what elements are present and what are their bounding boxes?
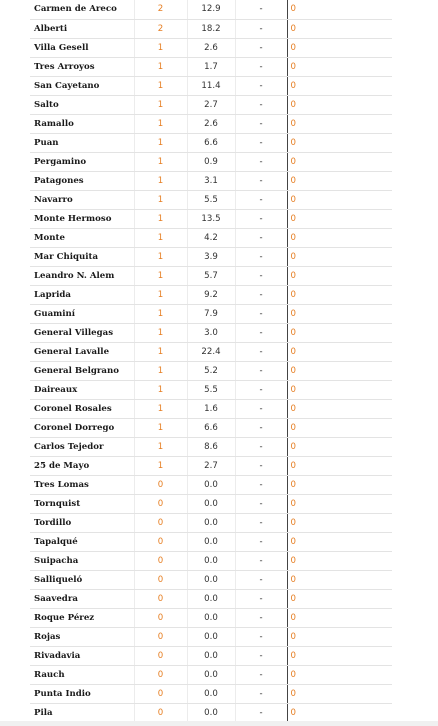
last-value: 0 [287,342,392,361]
cases-count: 1 [134,95,187,114]
dash-value: - [235,57,287,76]
last-value: 0 [287,684,392,703]
table-row [30,551,392,570]
dash-value: - [235,513,287,532]
table-row [30,589,392,608]
last-value: 0 [287,304,392,323]
cases-count: 1 [134,114,187,133]
municipality-name: General Villegas [30,323,134,342]
last-value: 0 [287,608,392,627]
last-value: 0 [287,399,392,418]
dash-value: - [235,247,287,266]
last-value: 0 [287,76,392,95]
municipality-name: General Belgrano [30,361,134,380]
table-row [30,684,392,703]
municipality-name: Salliqueló [30,570,134,589]
municipality-name: Tres Lomas [30,475,134,494]
table-row [30,57,392,76]
rate-value: 1.7 [187,57,235,76]
table-row [30,304,392,323]
rate-value: 5.5 [187,190,235,209]
last-value: 0 [287,418,392,437]
cases-count: 0 [134,646,187,665]
cases-count: 1 [134,171,187,190]
cases-count: 1 [134,380,187,399]
rate-value: 4.2 [187,228,235,247]
rate-value: 0.0 [187,627,235,646]
dash-value: - [235,76,287,95]
cases-count: 1 [134,133,187,152]
rate-value: 0.9 [187,152,235,171]
table-row [30,209,392,228]
bottom-strip [0,721,438,726]
dash-value: - [235,38,287,57]
last-value: 0 [287,133,392,152]
dash-value: - [235,342,287,361]
municipality-name: Navarro [30,190,134,209]
municipality-name: Tordillo [30,513,134,532]
municipality-name: Daireaux [30,380,134,399]
last-value: 0 [287,171,392,190]
municipality-name: Mar Chiquita [30,247,134,266]
rate-value: 3.9 [187,247,235,266]
municipality-name: Rojas [30,627,134,646]
table-row [30,665,392,684]
cases-count: 0 [134,589,187,608]
rate-value: 11.4 [187,76,235,95]
rate-value: 0.0 [187,684,235,703]
table-row [30,437,392,456]
last-value: 0 [287,627,392,646]
last-value: 0 [287,228,392,247]
rate-value: 0.0 [187,570,235,589]
dash-value: - [235,323,287,342]
table-row [30,152,392,171]
table-row [30,38,392,57]
cases-count: 1 [134,266,187,285]
municipality-name: Suipacha [30,551,134,570]
municipality-name: Roque Pérez [30,608,134,627]
municipality-name: Tres Arroyos [30,57,134,76]
dash-value: - [235,589,287,608]
cases-count: 0 [134,475,187,494]
dash-value: - [235,0,287,19]
rate-value: 2.7 [187,95,235,114]
dash-value: - [235,532,287,551]
municipality-name: Tornquist [30,494,134,513]
cases-count: 2 [134,19,187,38]
table-row [30,627,392,646]
municipality-name: 25 de Mayo [30,456,134,475]
cases-count: 1 [134,342,187,361]
table-body [30,0,392,722]
municipality-name: Alberti [30,19,134,38]
table-row [30,399,392,418]
municipality-name: Monte [30,228,134,247]
cases-count: 1 [134,57,187,76]
cases-count: 1 [134,285,187,304]
dash-value: - [235,361,287,380]
municipality-name: Tapalqué [30,532,134,551]
dash-value: - [235,114,287,133]
cases-count: 0 [134,608,187,627]
last-value: 0 [287,114,392,133]
dash-value: - [235,551,287,570]
table-row [30,570,392,589]
rate-value: 5.2 [187,361,235,380]
municipality-name: Monte Hermoso [30,209,134,228]
table-row [30,342,392,361]
municipality-name: Coronel Dorrego [30,418,134,437]
table-row [30,361,392,380]
table-row [30,228,392,247]
dash-value: - [235,475,287,494]
municipality-name: Leandro N. Alem [30,266,134,285]
last-value: 0 [287,19,392,38]
cases-count: 0 [134,494,187,513]
last-value: 0 [287,494,392,513]
municipality-name: Carlos Tejedor [30,437,134,456]
rate-value: 3.0 [187,323,235,342]
municipality-name: Carmen de Areco [30,0,134,19]
rate-value: 0.0 [187,703,235,722]
cases-count: 1 [134,304,187,323]
dash-value: - [235,152,287,171]
dash-value: - [235,627,287,646]
dash-value: - [235,570,287,589]
municipality-name: Guaminí [30,304,134,323]
rate-value: 0.0 [187,532,235,551]
rate-value: 18.2 [187,19,235,38]
last-value: 0 [287,703,392,722]
rate-value: 0.0 [187,665,235,684]
dash-value: - [235,95,287,114]
last-value: 0 [287,0,392,19]
dash-value: - [235,228,287,247]
dash-value: - [235,665,287,684]
dash-value: - [235,608,287,627]
dash-value: - [235,684,287,703]
cases-count: 0 [134,513,187,532]
last-value: 0 [287,190,392,209]
municipality-name: Rivadavia [30,646,134,665]
table-row [30,266,392,285]
municipality-name: Villa Gesell [30,38,134,57]
rate-value: 12.9 [187,0,235,19]
table-row [30,646,392,665]
cases-count: 0 [134,703,187,722]
dash-value: - [235,646,287,665]
cases-count: 1 [134,209,187,228]
municipality-name: Ramallo [30,114,134,133]
dash-value: - [235,304,287,323]
table-row [30,475,392,494]
table-row [30,0,392,19]
municipality-name: Coronel Rosales [30,399,134,418]
last-value: 0 [287,152,392,171]
dash-value: - [235,399,287,418]
dash-value: - [235,494,287,513]
table-row [30,608,392,627]
cases-count: 1 [134,456,187,475]
table-row [30,323,392,342]
dash-value: - [235,209,287,228]
rate-value: 2.6 [187,114,235,133]
table-row [30,703,392,722]
cases-count: 0 [134,684,187,703]
cases-count: 1 [134,247,187,266]
table-row [30,95,392,114]
rate-value: 0.0 [187,646,235,665]
last-value: 0 [287,38,392,57]
table-row [30,532,392,551]
cases-count: 0 [134,627,187,646]
cases-count: 1 [134,399,187,418]
last-value: 0 [287,266,392,285]
municipality-name: Puan [30,133,134,152]
table-row [30,190,392,209]
cases-count: 1 [134,437,187,456]
dash-value: - [235,19,287,38]
last-value: 0 [287,456,392,475]
rate-value: 0.0 [187,475,235,494]
rate-value: 1.6 [187,399,235,418]
table-row [30,133,392,152]
table-row [30,19,392,38]
table-row [30,380,392,399]
rate-value: 5.5 [187,380,235,399]
rate-value: 6.6 [187,418,235,437]
last-value: 0 [287,247,392,266]
dash-value: - [235,285,287,304]
dash-value: - [235,171,287,190]
rate-value: 0.0 [187,513,235,532]
dash-value: - [235,266,287,285]
municipality-name: Salto [30,95,134,114]
cases-count: 1 [134,76,187,95]
cases-count: 1 [134,418,187,437]
last-value: 0 [287,380,392,399]
table-row [30,494,392,513]
last-value: 0 [287,437,392,456]
table-row [30,171,392,190]
table-row [30,76,392,95]
rate-value: 2.6 [187,38,235,57]
rate-value: 22.4 [187,342,235,361]
municipality-name: San Cayetano [30,76,134,95]
rate-value: 13.5 [187,209,235,228]
rate-value: 9.2 [187,285,235,304]
last-value: 0 [287,57,392,76]
dash-value: - [235,133,287,152]
dash-value: - [235,437,287,456]
last-value: 0 [287,361,392,380]
municipality-name: Punta Indio [30,684,134,703]
municipality-name: Pila [30,703,134,722]
last-value: 0 [287,513,392,532]
last-value: 0 [287,532,392,551]
rate-value: 2.7 [187,456,235,475]
dash-value: - [235,190,287,209]
municipality-name: Patagones [30,171,134,190]
last-value: 0 [287,551,392,570]
rate-value: 0.0 [187,608,235,627]
rate-value: 8.6 [187,437,235,456]
table-row [30,513,392,532]
rate-value: 5.7 [187,266,235,285]
last-value: 0 [287,665,392,684]
cases-count: 1 [134,190,187,209]
rate-value: 7.9 [187,304,235,323]
rate-value: 3.1 [187,171,235,190]
cases-count: 0 [134,570,187,589]
cases-count: 1 [134,152,187,171]
table-row [30,247,392,266]
cases-count: 0 [134,665,187,684]
rate-value: 0.0 [187,494,235,513]
table-row [30,418,392,437]
cases-count: 0 [134,532,187,551]
municipality-name: Saavedra [30,589,134,608]
cases-count: 1 [134,38,187,57]
last-value: 0 [287,285,392,304]
cases-count: 0 [134,551,187,570]
municipality-name: Laprida [30,285,134,304]
municipality-name: Pergamino [30,152,134,171]
last-value: 0 [287,95,392,114]
last-value: 0 [287,646,392,665]
dash-value: - [235,418,287,437]
table-row [30,285,392,304]
last-value: 0 [287,589,392,608]
table-row [30,114,392,133]
cases-count: 1 [134,361,187,380]
dash-value: - [235,456,287,475]
dash-value: - [235,380,287,399]
last-value: 0 [287,209,392,228]
cases-count: 1 [134,323,187,342]
municipality-name: General Lavalle [30,342,134,361]
rate-value: 0.0 [187,551,235,570]
rate-value: 0.0 [187,589,235,608]
last-value: 0 [287,570,392,589]
last-value: 0 [287,323,392,342]
table-row [30,456,392,475]
last-value: 0 [287,475,392,494]
cases-count: 2 [134,0,187,19]
dash-value: - [235,703,287,722]
rate-value: 6.6 [187,133,235,152]
municipality-name: Rauch [30,665,134,684]
municipality-table [30,0,392,723]
cases-count: 1 [134,228,187,247]
